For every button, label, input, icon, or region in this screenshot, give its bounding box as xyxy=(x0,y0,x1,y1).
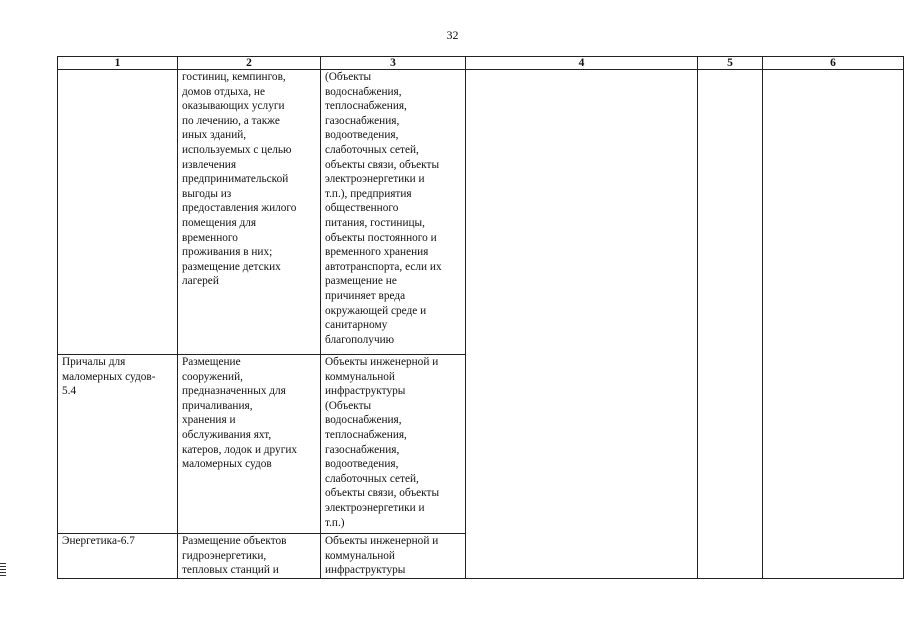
page-number: 32 xyxy=(446,28,459,42)
column-header-3: 3 xyxy=(321,57,466,70)
column-header-2: 2 xyxy=(178,57,321,70)
permitted-objects-cell: (Объекты водоснабжения, теплоснабжения, газоснабжения, водоотведения, слаботочных сетей, объекты связи, объекты электроэнергетики и т.п.), предприятия общественного питания, гостиницы, объекты постоянного и временного хранения автотранспорта, если их размещение не причиняет вреда окружающей среде и санитарному благополучию xyxy=(321,70,466,355)
column-header-5: 5 xyxy=(698,57,763,70)
use-description-cell: гостиниц, кемпингов, домов отдыха, не оказывающих услуги по лечению, а также иных зданий, используемых с целью извлечения предпринимательской выгоды из предоставления жилого помещения для временного проживания в них; размещение детских лагерей xyxy=(178,70,321,355)
use-description-cell: Размещение сооружений, предназначенных для причаливания, хранения и обслуживания яхт, катеров, лодок и других маломерных судов xyxy=(178,355,321,534)
column-header-6: 6 xyxy=(763,57,904,70)
column-6-merged-cell xyxy=(763,70,904,579)
column-header-4: 4 xyxy=(466,57,698,70)
column-5-merged-cell xyxy=(698,70,763,579)
scan-margin-mark xyxy=(0,563,6,577)
permitted-objects-cell: Объекты инженерной и коммунальной инфраструктуры (Объекты водоснабжения, теплоснабжения, газоснабжения, водоотведения, слаботочных сетей, объекты связи, объекты электроэнергетики и т.п.) xyxy=(321,355,466,534)
use-type-cell: Энергетика-6.7 xyxy=(58,534,178,579)
column-header-1: 1 xyxy=(58,57,178,70)
regulations-table xyxy=(57,56,904,579)
table-header-row xyxy=(58,57,904,70)
column-4-merged-cell xyxy=(466,70,698,579)
permitted-objects-cell: Объекты инженерной и коммунальной инфраструктуры xyxy=(321,534,466,579)
table-row xyxy=(58,70,904,355)
use-type-cell: Причалы для маломерных судов- 5.4 xyxy=(58,355,178,534)
use-type-cell xyxy=(58,70,178,355)
use-description-cell: Размещение объектов гидроэнергетики, тепловых станций и xyxy=(178,534,321,579)
